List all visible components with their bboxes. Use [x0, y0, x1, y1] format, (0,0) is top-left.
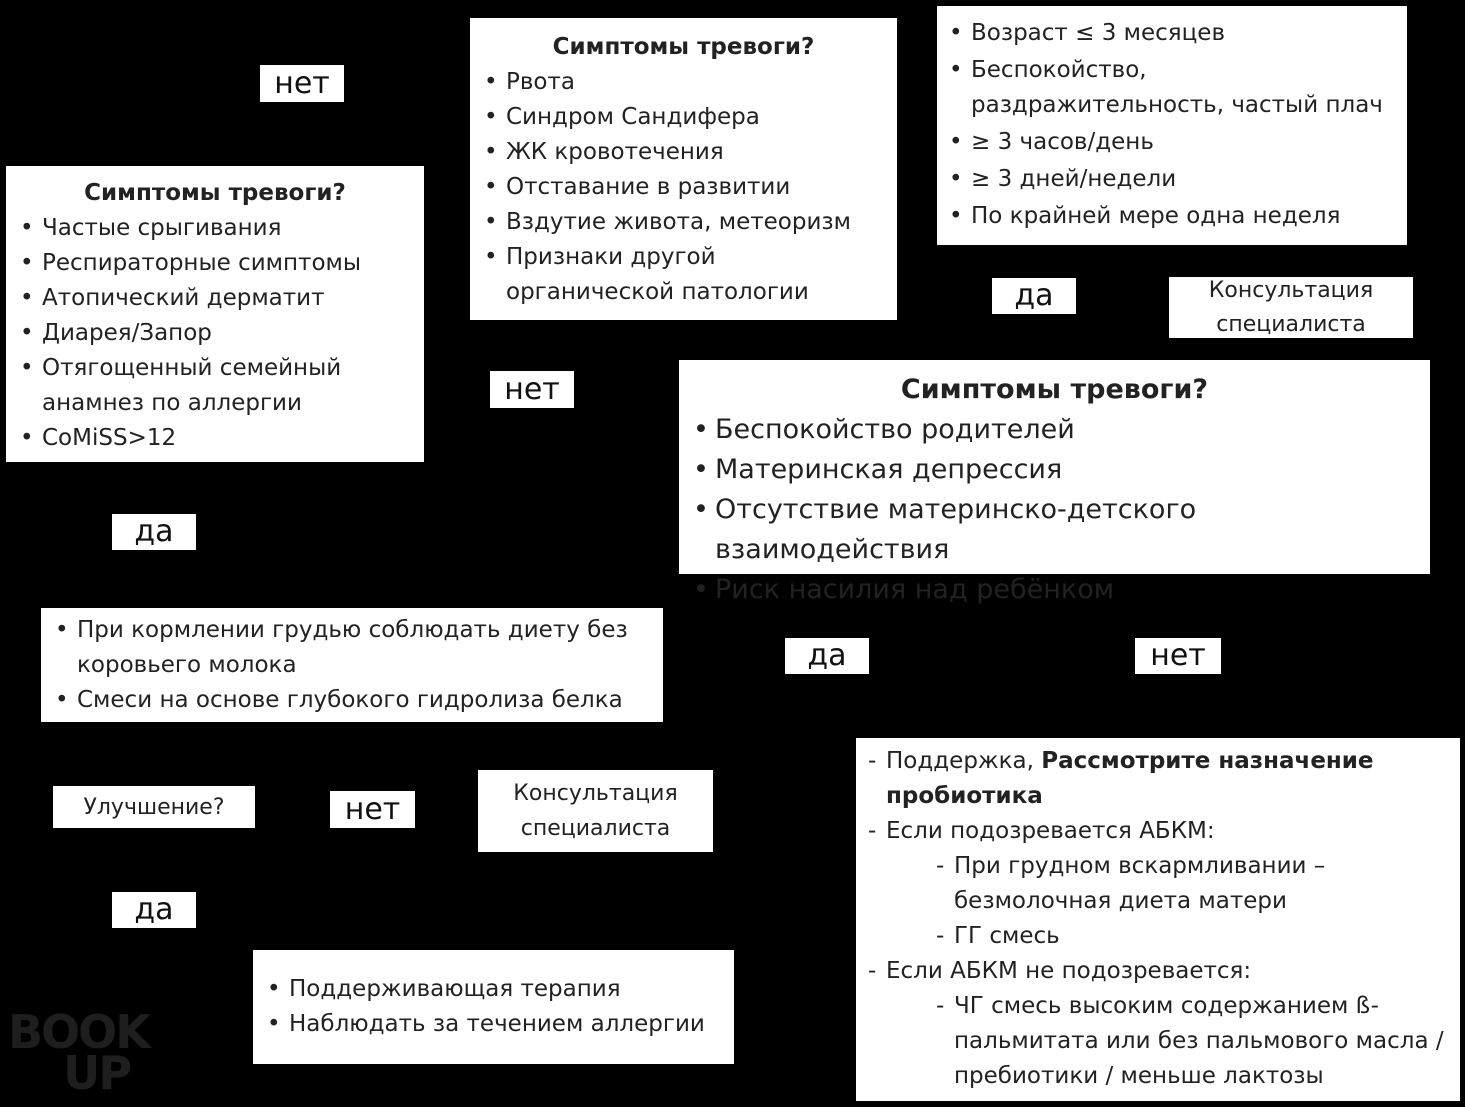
yes-label-bottom: да [112, 892, 196, 928]
consult-label: Консультация специалиста [513, 781, 678, 841]
advice-line-support [868, 744, 1450, 814]
support-list [261, 972, 726, 1042]
list-item: • Отсутствие материнско-детского взаимодействия [687, 490, 1422, 570]
box-title: Симптомы тревоги? [552, 34, 815, 60]
list-item: • Материнская депрессия [687, 450, 1422, 490]
specialist-consultation-top [1169, 277, 1413, 338]
advice-support-text: Поддержка, [886, 748, 1042, 774]
improvement-label: Улучшение? [83, 794, 225, 820]
advice-line-eHF: - ГГ смесь [868, 919, 1450, 954]
list-item: • ЖК кровотечения [478, 135, 889, 170]
alarm-symptoms-box-right [679, 360, 1430, 605]
alarm-symptoms-box-center [470, 18, 897, 320]
no-label-right: нет [1135, 638, 1221, 674]
list-item: • Признаки другой органической патологии [478, 240, 826, 310]
diet-recommendation-box [41, 608, 663, 722]
diet-list [49, 613, 655, 718]
bookup-watermark-logo [8, 1005, 149, 1101]
list-item: • Частые срыгивания [14, 211, 416, 246]
list-item: • Рвота [478, 65, 889, 100]
list-item: • Риск насилия над ребёнком [687, 570, 1422, 610]
list-item: • ≥ 3 дней/недели [943, 162, 1401, 197]
no-label-top: нет [260, 65, 344, 102]
list-item: • Отставание в развитии [478, 170, 889, 205]
watermark-line-2: UP [63, 1046, 131, 1101]
list-item: • Наблюдать за течением аллергии [261, 1007, 726, 1042]
advice-line-breastfeeding: - При грудном вскармливании – безмолочная диета матери [868, 849, 1344, 919]
advice-line-suspected: - Если подозревается АБКМ: [868, 814, 1450, 849]
box-title: Симптомы тревоги? [900, 374, 1209, 405]
symptom-list [14, 211, 416, 456]
box-title: Симптомы тревоги? [84, 180, 346, 206]
alarm-symptoms-box-left [6, 166, 424, 462]
list-item: • Беспокойство родителей [687, 410, 1422, 450]
yes-label-right-top: да [992, 278, 1076, 314]
advice-probiotic-text: Рассмотрите назначение пробиотика [886, 748, 1374, 809]
list-item: • Вздутие живота, метеоризм [478, 205, 889, 240]
specialist-consultation-bottom [478, 770, 713, 852]
no-label-mid: нет [490, 371, 574, 408]
consult-label: Консультация специалиста [1208, 277, 1374, 337]
symptom-list [478, 65, 889, 310]
list-item: • Возраст ≤ 3 месяцев [943, 16, 1401, 51]
advice-line-formula: - ЧГ смесь высоким содержанием ß-пальмитата или без пальмового масла / пребиотики / меньше лактозы [868, 989, 1454, 1094]
no-label-bottom: нет [330, 791, 415, 828]
list-item: • Отягощенный семейный анамнез по аллергии [14, 351, 372, 421]
list-item: • Смеси на основе глубокого гидролиза белка [49, 683, 655, 718]
list-item: • CoMiSS>12 [14, 421, 416, 456]
list-item: • Респираторные симптомы [14, 246, 416, 281]
criteria-box [937, 6, 1407, 245]
management-advice-box [856, 738, 1460, 1101]
list-item: • Синдром Сандифера [478, 100, 889, 135]
supportive-therapy-box [253, 950, 734, 1064]
yes-label-left: да [112, 514, 196, 550]
watermark-line-1: BOOK [8, 1005, 149, 1059]
list-item: • Атопический дерматит [14, 281, 416, 316]
list-item: • Диарея/Запор [14, 316, 416, 351]
yes-label-mid: да [785, 638, 869, 674]
symptom-list [687, 410, 1422, 610]
advice-line-not-suspected: - Если АБКМ не подозревается: [868, 954, 1450, 989]
list-item: • Поддерживающая терапия [261, 972, 726, 1007]
list-item: • Беспокойство, раздражительность, частый плач [943, 53, 1391, 123]
improvement-question [53, 786, 255, 828]
list-item: • По крайней мере одна неделя [943, 199, 1401, 234]
list-item: • ≥ 3 часов/день [943, 125, 1401, 160]
list-item: • При кормлении грудью соблюдать диету без коровьего молока [49, 613, 637, 683]
criteria-list [943, 16, 1401, 234]
